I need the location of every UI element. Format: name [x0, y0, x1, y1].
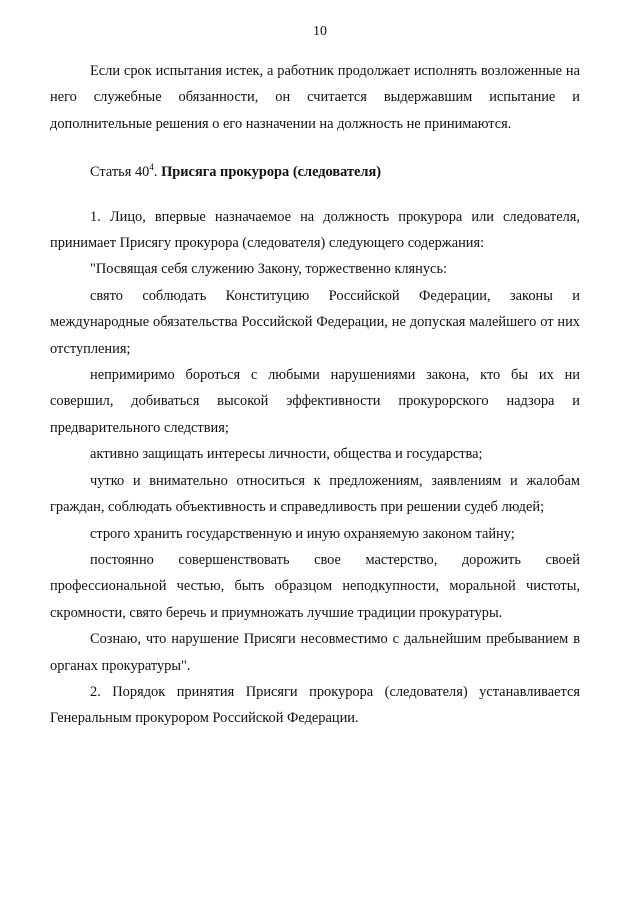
- article-number: Статья 40: [90, 164, 150, 181]
- oath-opening: "Посвящая себя служению Закону, торжественно клянусь:: [90, 261, 448, 278]
- article-separator: .: [153, 164, 162, 181]
- intro-paragraph: Если срок испытания истек, а работник продолжает исполнять возложенные на него служебные обязанности, он считается выдержавшим испытание и дополнительные решения о его назначении на должность не принимаются.: [50, 63, 580, 132]
- oath-clause-protect-interests: активно защищать интересы личности, общества и государства;: [90, 446, 483, 463]
- oath-clause-fight-violations: непримиримо бороться с любыми нарушениями закона, кто бы их ни совершил, добиваться высокой эффективности прокурорского надзора и предварительного следствия;: [50, 367, 580, 436]
- oath-clause-mastery: постоянно совершенствовать свое мастерство, дорожить своей профессиональной честью, быть образцом неподкупности, моральной чистоты, скромности, свято беречь и приумножать лучшие традиции прокуратуры.: [50, 551, 580, 621]
- page-number: 10: [313, 24, 327, 39]
- article-title: Присяга прокурора (следователя): [161, 164, 382, 181]
- oath-clause-secrecy: строго хранить государственную и иную охраняемую законом тайну;: [90, 525, 515, 542]
- document-body: [50, 58, 580, 732]
- paragraph-appointment: 1. Лицо, впервые назначаемое на должность прокурора или следователя, принимает Присягу прокурора (следователя) следующего содержания:: [50, 208, 580, 252]
- oath-closing: Сознаю, что нарушение Присяги несовместимо с дальнейшим пребыванием в органах прокуратуры".: [50, 631, 580, 674]
- paragraph-procedure: 2. Порядок принятия Присяги прокурора (следователя) устанавливается Генеральным прокурором Российской Федерации.: [50, 683, 580, 727]
- article-superscript: 4: [149, 162, 154, 173]
- article-heading: [50, 159, 580, 185]
- oath-clause-constitution: свято соблюдать Конституцию Российской Федерации, законы и международные обязательства Российской Федерации, не допуская малейшего от них отступления;: [50, 287, 580, 357]
- oath-clause-citizens: чутко и внимательно относиться к предложениям, заявлениям и жалобам граждан, соблюдать объективность и справедливость при решении судеб людей;: [50, 472, 580, 516]
